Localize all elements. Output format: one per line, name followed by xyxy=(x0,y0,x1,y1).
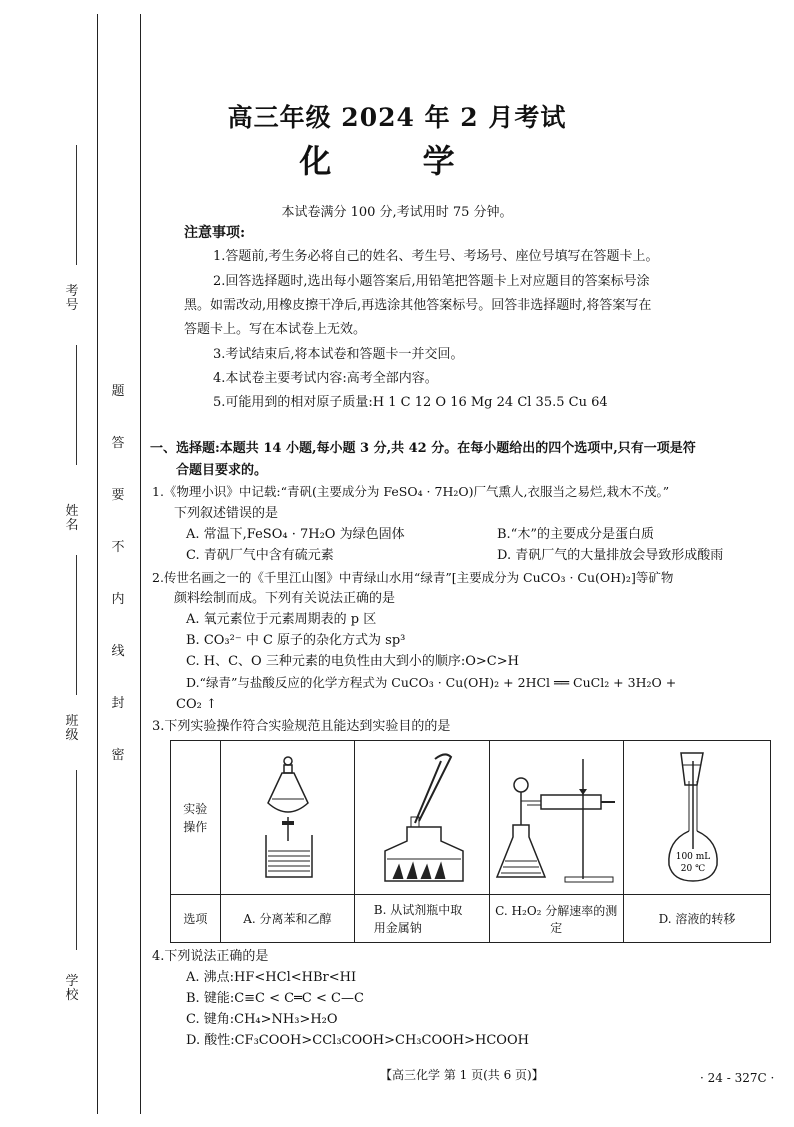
q1-stem: 1.《物理小识》中记载:“青矾(主要成分为 FeSO₄ · 7H₂O)厂气熏人,衣服当之易烂,栽木不茂。” xyxy=(152,484,670,499)
section1-title: 一、选择题:本题共 14 小题,每小题 3 分,共 42 分。在每小题给出的四个选项中,只有一项是符 xyxy=(150,441,696,456)
q3-option-a[interactable]: A. 分离苯和乙醇 xyxy=(220,895,354,943)
q2-option-d-cont: CO₂ ↑ xyxy=(176,697,217,712)
exam-code: · 24 - 327C · xyxy=(700,1071,775,1085)
q1-option-c[interactable]: C. 青矾厂气中含有硫元素 xyxy=(186,548,334,563)
seal-char: 密 xyxy=(111,748,125,763)
seal-char: 题 xyxy=(111,384,125,399)
seal-char: 要 xyxy=(111,488,125,503)
note-line: 3.考试结束后,将本试卷和答题卡一并交回。 xyxy=(213,347,464,362)
q1-option-d[interactable]: D. 青矾厂气的大量排放会导致形成酸雨 xyxy=(497,548,724,563)
class-label: 班级 xyxy=(65,714,79,743)
note-line: 答题卡上。写在本试卷上无效。 xyxy=(184,322,367,337)
q4-option-b[interactable]: B. 键能:C≡C < C═C < C—C xyxy=(186,991,364,1006)
row-header-option: 选项 xyxy=(171,895,221,943)
name-blank-line xyxy=(76,555,78,695)
volumetric-flask-icon xyxy=(627,741,767,891)
q1-option-a[interactable]: A. 常温下,FeSO₄ · 7H₂O 为绿色固体 xyxy=(186,527,405,542)
apparatus-a xyxy=(220,741,354,895)
subject-title: 化 学 xyxy=(299,142,495,180)
q3-table xyxy=(170,740,771,943)
exam-intro: 本试卷满分 100 分,考试用时 75 分钟。 xyxy=(281,205,513,220)
seal-char: 线 xyxy=(111,644,125,659)
q2-stem: 2.传世名画之一的《千里江山图》中青绿山水用“绿青”[主要成分为 CuCO₃ · Cu(OH)₂]等矿物 xyxy=(152,570,674,585)
q2-option-a[interactable]: A. 氧元素位于元素周期表的 p 区 xyxy=(186,612,377,627)
q4-option-c[interactable]: C. 键角:CH₄>NH₃>H₂O xyxy=(186,1012,338,1027)
note-line: 黑。如需改动,用橡皮擦干净后,再选涂其他答案标号。回答非选择题时,将答案写在 xyxy=(184,298,652,313)
q3-stem: 3.下列实验操作符合实验规范且能达到实验目的的是 xyxy=(152,719,451,734)
q1-option-b[interactable]: B.“木”的主要成分是蛋白质 xyxy=(497,527,654,542)
note-line: 1.答题前,考生务必将自己的姓名、考生号、考场号、座位号填写在答题卡上。 xyxy=(213,249,659,264)
exam-no-blank-line xyxy=(76,345,78,465)
q2-stem-cont: 颜料绘制而成。下列有关说法正确的是 xyxy=(174,591,396,606)
row-header-operation: 实验操作 xyxy=(171,741,221,895)
section1-title-cont: 合题目要求的。 xyxy=(176,463,268,478)
q2-option-c[interactable]: C. H、C、O 三种元素的电负性由大到小的顺序:O>C>H xyxy=(186,654,519,669)
flask-temp-label: 20 ℃ xyxy=(680,864,706,874)
name-label: 姓名 xyxy=(65,504,79,533)
school-label: 学校 xyxy=(65,974,79,1003)
seal-char: 答 xyxy=(111,436,125,451)
q2-option-b[interactable]: B. CO₃²⁻ 中 C 原子的杂化方式为 sp³ xyxy=(186,633,406,648)
q4-stem: 4.下列说法正确的是 xyxy=(152,949,269,964)
reagent-bottle-tweezers-icon xyxy=(357,741,487,891)
q3-option-d[interactable]: D. 溶液的转移 xyxy=(623,895,770,943)
apparatus-d xyxy=(623,741,770,895)
exam-title: 高三年级 2024 年 2 月考试 xyxy=(227,103,567,132)
syringe-flask-stand-icon xyxy=(491,741,621,891)
class-blank-line xyxy=(76,770,78,950)
apparatus-b xyxy=(355,741,489,895)
seal-char: 内 xyxy=(111,592,125,607)
q2-option-d[interactable]: D.“绿青”与盐酸反应的化学方程式为 CuCO₃ · Cu(OH)₂ + 2HCl ══ CuCl₂ + 3H₂O + xyxy=(186,675,677,690)
q4-option-a[interactable]: A. 沸点:HF<HCl<HBr<HI xyxy=(186,970,357,985)
separatory-funnel-icon xyxy=(222,741,352,891)
note-line: 4.本试卷主要考试内容:高考全部内容。 xyxy=(213,371,438,386)
notes-heading: 注意事项: xyxy=(184,225,246,241)
q1-stem-cont: 下列叙述错误的是 xyxy=(174,506,279,521)
seal-char: 封 xyxy=(111,696,125,711)
q3-option-c[interactable]: C. H₂O₂ 分解速率的测定 xyxy=(489,895,623,943)
q4-option-d[interactable]: D. 酸性:CF₃COOH>CCl₃COOH>CH₃COOH>HCOOH xyxy=(186,1033,529,1048)
q3-option-b[interactable]: B. 从试剂瓶中取用金属钠 xyxy=(355,895,489,943)
page-footer: 【高三化学 第 1 页(共 6 页)】 xyxy=(380,1068,544,1082)
note-line: 5.可能用到的相对原子质量:H 1 C 12 O 16 Mg 24 Cl 35.5 Cu 64 xyxy=(213,395,608,410)
exam-no-label: 考号 xyxy=(65,284,79,313)
apparatus-c xyxy=(489,741,623,895)
note-line: 2.回答选择题时,选出每小题答案后,用铅笔把答题卡上对应题目的答案标号涂 xyxy=(213,274,650,289)
flask-volume-label: 100 mL xyxy=(675,852,711,862)
seal-char: 不 xyxy=(111,540,125,555)
